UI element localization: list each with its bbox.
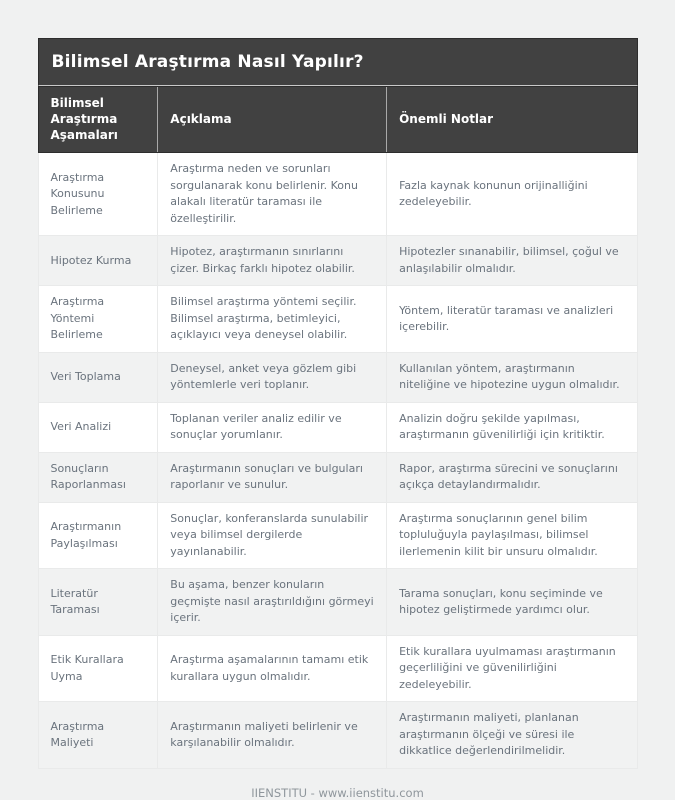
- cell-description: Araştırmanın maliyeti belirlenir ve karşılanabilir olmalıdır.: [158, 702, 387, 769]
- table-row: [38, 402, 637, 452]
- table-row: [38, 702, 637, 769]
- table-row: [38, 569, 637, 636]
- cell-description: Araştırma neden ve sorunları sorgulanarak konu belirlenir. Konu alakalı literatür taraması ile özelleştirilir.: [158, 153, 387, 236]
- cell-stage: Araştırma Konusunu Belirleme: [38, 153, 158, 236]
- cell-notes: Etik kurallara uyulmaması araştırmanın geçerliliğini ve güvenilirliğini zedeleyebilir.: [387, 635, 637, 702]
- cell-description: Hipotez, araştırmanın sınırlarını çizer. Birkaç farklı hipotez olabilir.: [158, 236, 387, 286]
- cell-notes: Rapor, araştırma sürecini ve sonuçlarını açıkça detaylandırmalıdır.: [387, 452, 637, 502]
- table-row: [38, 352, 637, 402]
- cell-description: Toplanan veriler analiz edilir ve sonuçlar yorumlanır.: [158, 402, 387, 452]
- cell-description: Bilimsel araştırma yöntemi seçilir. Bilimsel araştırma, betimleyici, açıklayıcı veya deneysel olabilir.: [158, 286, 387, 353]
- cell-stage: Araştırmanın Paylaşılması: [38, 502, 158, 569]
- cell-notes: Tarama sonuçları, konu seçiminde ve hipotez geliştirmede yardımcı olur.: [387, 569, 637, 636]
- cell-stage: Sonuçların Raporlanması: [38, 452, 158, 502]
- table-row: [38, 236, 637, 286]
- cell-notes: Analizin doğru şekilde yapılması, araştırmanın güvenilirliği için kritiktir.: [387, 402, 637, 452]
- column-header-stages: Bilimsel Araştırma Aşamaları: [38, 87, 158, 153]
- cell-notes: Araştırma sonuçlarının genel bilim topluluğuyla paylaşılması, bilimsel ilerlemenin kilit bir unsuru olmalıdır.: [387, 502, 637, 569]
- table-row: [38, 153, 637, 236]
- research-table: [38, 86, 638, 769]
- cell-stage: Araştırma Maliyeti: [38, 702, 158, 769]
- cell-description: Araştırma aşamalarının tamamı etik kurallara uygun olmalıdır.: [158, 635, 387, 702]
- cell-description: Araştırmanın sonuçları ve bulguları raporlanır ve sunulur.: [158, 452, 387, 502]
- research-table-card: [38, 38, 638, 769]
- table-row: [38, 635, 637, 702]
- header-row: [38, 87, 637, 153]
- table-header: [38, 87, 637, 153]
- column-header-notes: Önemli Notlar: [387, 87, 637, 153]
- footer-credit: IIENSTITU - www.iienstitu.com: [251, 785, 424, 800]
- cell-description: Deneysel, anket veya gözlem gibi yöntemlerle veri toplanır.: [158, 352, 387, 402]
- table-row: [38, 286, 637, 353]
- table-row: [38, 452, 637, 502]
- cell-stage: Veri Analizi: [38, 402, 158, 452]
- page-title: Bilimsel Araştırma Nasıl Yapılır?: [38, 38, 638, 86]
- cell-notes: Kullanılan yöntem, araştırmanın niteliğine ve hipotezine uygun olmalıdır.: [387, 352, 637, 402]
- cell-notes: Hipotezler sınanabilir, bilimsel, çoğul ve anlaşılabilir olmalıdır.: [387, 236, 637, 286]
- cell-notes: Araştırmanın maliyeti, planlanan araştırmanın ölçeği ve süresi ile dikkatlice değerlendirilmelidir.: [387, 702, 637, 769]
- table-row: [38, 502, 637, 569]
- cell-stage: Hipotez Kurma: [38, 236, 158, 286]
- cell-stage: Etik Kurallara Uyma: [38, 635, 158, 702]
- cell-description: Sonuçlar, konferanslarda sunulabilir veya bilimsel dergilerde yayınlanabilir.: [158, 502, 387, 569]
- cell-stage: Araştırma Yöntemi Belirleme: [38, 286, 158, 353]
- column-header-description: Açıklama: [158, 87, 387, 153]
- table-body: [38, 153, 637, 769]
- cell-stage: Literatür Taraması: [38, 569, 158, 636]
- cell-description: Bu aşama, benzer konuların geçmişte nasıl araştırıldığını görmeyi içerir.: [158, 569, 387, 636]
- cell-notes: Fazla kaynak konunun orijinalliğini zedeleyebilir.: [387, 153, 637, 236]
- cell-stage: Veri Toplama: [38, 352, 158, 402]
- cell-notes: Yöntem, literatür taraması ve analizleri içerebilir.: [387, 286, 637, 353]
